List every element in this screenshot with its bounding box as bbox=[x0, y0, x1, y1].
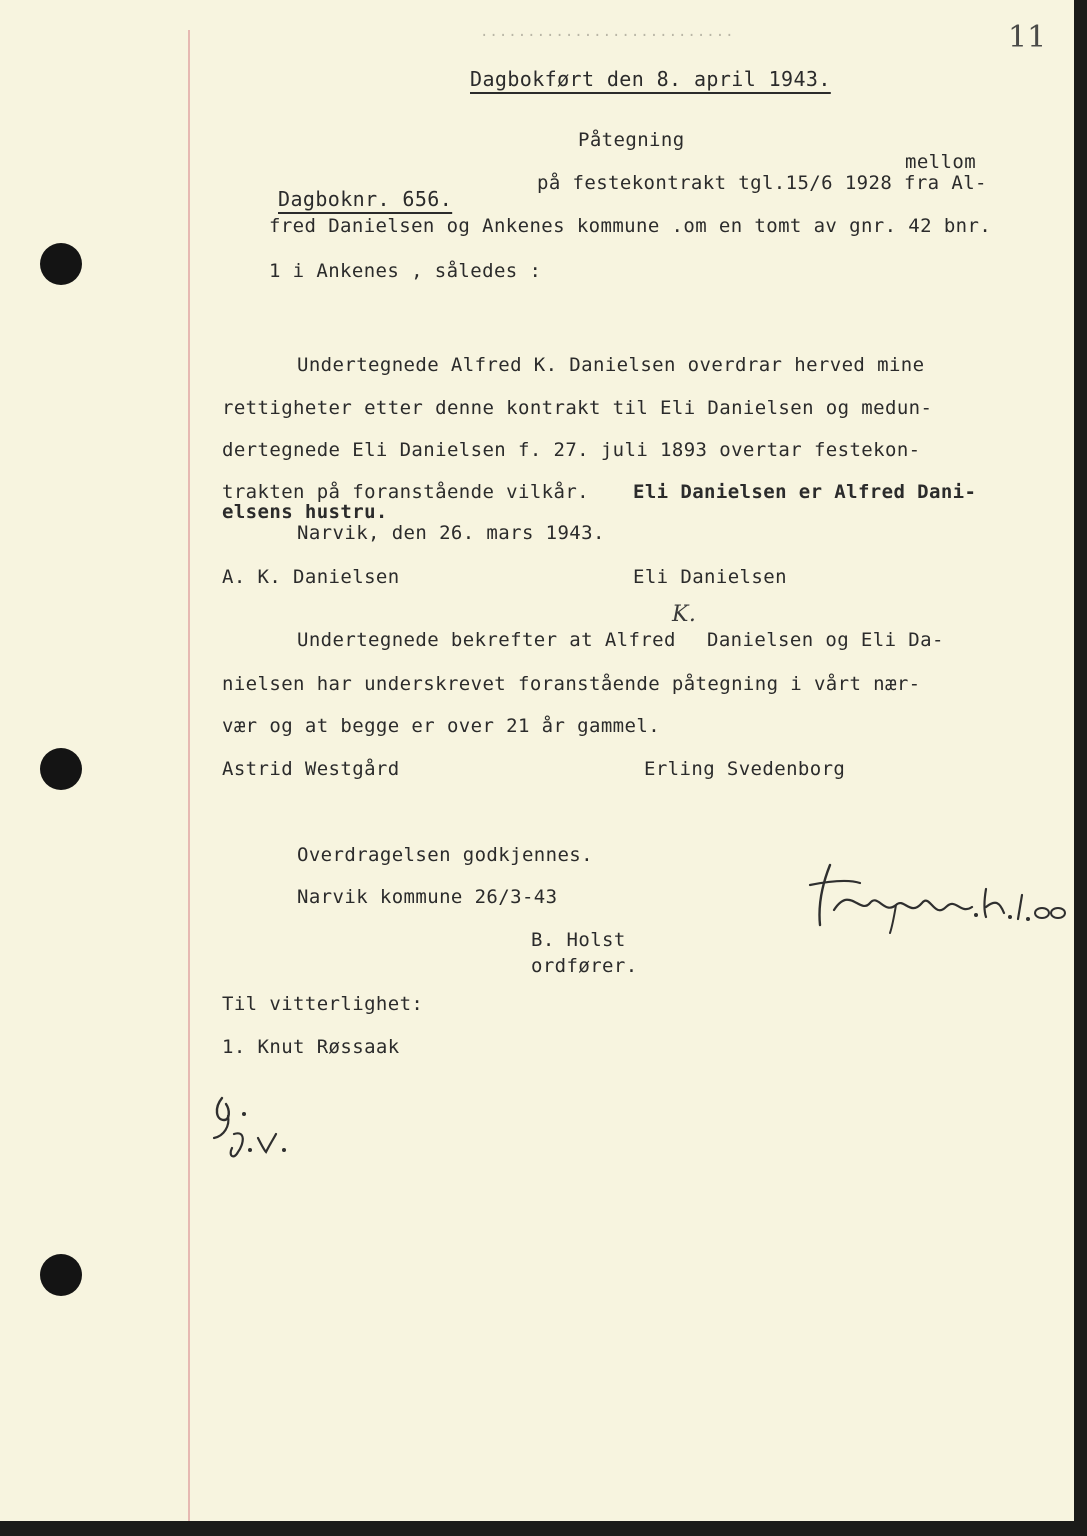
paragraph1-bold-line1: Eli Danielsen er Alfred Dani- bbox=[633, 481, 977, 503]
punch-hole-middle bbox=[40, 748, 82, 790]
attestation-label: Til vitterlighet: bbox=[222, 993, 424, 1015]
paragraph2-line3: vær og at begge er over 21 år gammel. bbox=[222, 715, 661, 737]
approval-signer: B. Holst bbox=[531, 929, 626, 951]
handwritten-initials bbox=[200, 1090, 310, 1180]
insertion-mellom: mellom bbox=[905, 151, 977, 173]
journal-number: Dagboknr. 656. bbox=[278, 187, 453, 211]
paragraph2-line2: nielsen har underskrevet foranstående påtegning i vårt nær- bbox=[222, 673, 921, 695]
witness-left: Astrid Westgård bbox=[222, 758, 400, 780]
approval-signer-title: ordfører. bbox=[531, 955, 638, 977]
punch-hole-top bbox=[40, 243, 82, 285]
paragraph2-line1a: Undertegnede bekrefter at Alfred bbox=[297, 629, 676, 651]
signature-right: Eli Danielsen bbox=[633, 566, 787, 588]
location-line: 1 i Ankenes , således : bbox=[269, 260, 542, 282]
attestation-item1: 1. Knut Røssaak bbox=[222, 1036, 400, 1058]
contract-line: på festekontrakt tgl.15/6 1928 fra Al- bbox=[537, 172, 987, 194]
place-date: Narvik, den 26. mars 1943. bbox=[297, 522, 605, 544]
document-title: Påtegning bbox=[578, 129, 685, 151]
paragraph1-line2: rettigheter etter denne kontrakt til Eli Danielsen og medun- bbox=[222, 397, 933, 419]
approval-place-date: Narvik kommune 26/3-43 bbox=[297, 886, 558, 908]
approval-line: Overdragelsen godkjennes. bbox=[297, 844, 593, 866]
signature-left: A. K. Danielsen bbox=[222, 566, 400, 588]
paragraph1-line4: trakten på foranstående vilkår. bbox=[222, 481, 590, 503]
page-number: 11 bbox=[1008, 20, 1047, 55]
punch-hole-bottom bbox=[40, 1254, 82, 1296]
parties-line: fred Danielsen og Ankenes kommune .om en tomt av gnr. 42 bnr. bbox=[269, 215, 992, 237]
paragraph2-line1b: Danielsen og Eli Da- bbox=[707, 629, 944, 651]
paragraph1-bold-line2: elsens hustru. bbox=[222, 501, 388, 523]
faint-header-marks: ........................... bbox=[480, 24, 735, 40]
paragraph1-line3: dertegnede Eli Danielsen f. 27. juli 1893 overtar festekon- bbox=[222, 439, 921, 461]
registration-line: Dagbokført den 8. april 1943. bbox=[470, 67, 831, 91]
margin-rule bbox=[188, 30, 190, 1521]
witness-right: Erling Svedenborg bbox=[644, 758, 846, 780]
paragraph1-line1: Undertegnede Alfred K. Danielsen overdrar herved mine bbox=[297, 354, 925, 376]
handwritten-stamp-note bbox=[800, 855, 1070, 935]
insertion-k: K. bbox=[672, 602, 697, 627]
